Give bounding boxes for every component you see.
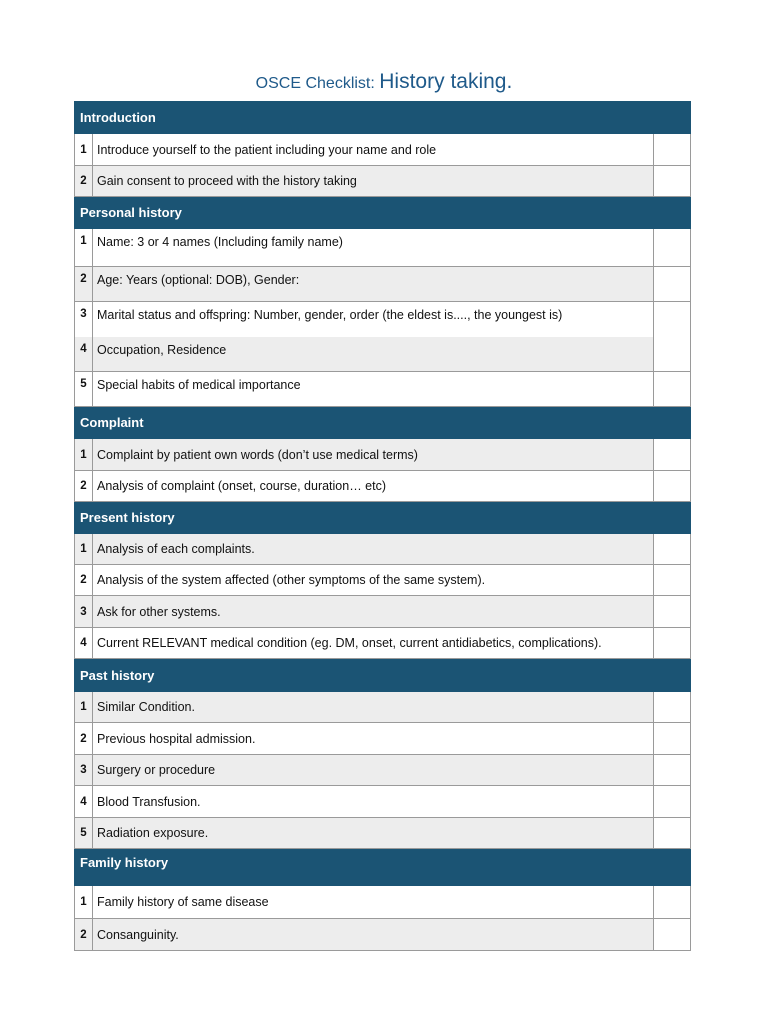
item-number: 2 (75, 267, 93, 302)
item-number: 3 (75, 755, 93, 786)
item-text: Ask for other systems. (93, 596, 654, 628)
item-text: Analysis of the system affected (other symptoms of the same system). (93, 565, 654, 596)
checklist-row (75, 818, 691, 849)
check-box[interactable] (653, 229, 690, 267)
item-number: 4 (75, 337, 93, 372)
section-heading: Family history (75, 849, 691, 886)
section-header-introduction (75, 102, 691, 134)
checklist-row (75, 471, 691, 502)
item-text: Gain consent to proceed with the history taking (93, 166, 654, 197)
checklist-row (75, 534, 691, 565)
check-box[interactable] (653, 723, 690, 755)
item-number: 5 (75, 372, 93, 407)
check-box[interactable] (653, 372, 690, 407)
item-number: 1 (75, 534, 93, 565)
section-header-family-history (75, 849, 691, 886)
item-number: 1 (75, 886, 93, 919)
item-number: 3 (75, 302, 93, 337)
item-text: Radiation exposure. (93, 818, 654, 849)
item-number: 1 (75, 439, 93, 471)
item-number: 5 (75, 818, 93, 849)
checklist-row (75, 886, 691, 919)
section-header-personal-history (75, 197, 691, 229)
item-text: Current RELEVANT medical condition (eg. DM, onset, current antidiabetics, complications). (93, 628, 654, 659)
checklist-row (75, 134, 691, 166)
check-box[interactable] (653, 439, 690, 471)
check-box[interactable] (653, 302, 690, 337)
check-box[interactable] (653, 596, 690, 628)
section-heading: Present history (75, 502, 691, 534)
checklist-row (75, 439, 691, 471)
checklist-row (75, 596, 691, 628)
item-text: Analysis of each complaints. (93, 534, 654, 565)
check-box[interactable] (653, 886, 690, 919)
section-heading: Complaint (75, 407, 691, 439)
item-text: Surgery or procedure (93, 755, 654, 786)
item-text: Marital status and offspring: Number, gender, order (the eldest is...., the youngest is) (93, 302, 654, 337)
check-box[interactable] (653, 786, 690, 818)
checklist-row (75, 723, 691, 755)
item-number: 2 (75, 723, 93, 755)
section-header-complaint (75, 407, 691, 439)
checklist-row (75, 692, 691, 723)
item-text: Occupation, Residence (93, 337, 654, 372)
page-title (0, 70, 768, 94)
checklist-table (74, 101, 691, 951)
checklist-row (75, 372, 691, 407)
section-heading: Past history (75, 659, 691, 692)
check-box[interactable] (653, 628, 690, 659)
item-number: 1 (75, 134, 93, 166)
section-header-present-history (75, 502, 691, 534)
item-number: 2 (75, 166, 93, 197)
checklist-row (75, 919, 691, 951)
check-box[interactable] (653, 267, 690, 302)
item-text: Name: 3 or 4 names (Including family name) (93, 229, 654, 267)
checklist-row (75, 302, 691, 337)
checklist-row (75, 755, 691, 786)
item-number: 1 (75, 229, 93, 267)
check-box[interactable] (653, 166, 690, 197)
check-box[interactable] (653, 818, 690, 849)
check-box[interactable] (653, 692, 690, 723)
item-number: 4 (75, 786, 93, 818)
item-text: Previous hospital admission. (93, 723, 654, 755)
check-box[interactable] (653, 134, 690, 166)
check-box[interactable] (653, 565, 690, 596)
item-text: Introduce yourself to the patient including your name and role (93, 134, 654, 166)
check-box[interactable] (653, 534, 690, 565)
checklist-row (75, 565, 691, 596)
check-box[interactable] (653, 755, 690, 786)
item-text: Analysis of complaint (onset, course, duration… etc) (93, 471, 654, 502)
item-text: Age: Years (optional: DOB), Gender: (93, 267, 654, 302)
checklist-row (75, 628, 691, 659)
item-text: Complaint by patient own words (don’t use medical terms) (93, 439, 654, 471)
item-number: 2 (75, 471, 93, 502)
checklist-row (75, 166, 691, 197)
title-main: History taking. (379, 70, 513, 93)
item-text: Family history of same disease (93, 886, 654, 919)
check-box[interactable] (653, 471, 690, 502)
check-box[interactable] (653, 337, 690, 372)
checklist-row (75, 786, 691, 818)
section-header-past-history (75, 659, 691, 692)
item-text: Consanguinity. (93, 919, 654, 951)
item-text: Special habits of medical importance (93, 372, 654, 407)
title-prefix: OSCE Checklist: (255, 75, 380, 92)
item-number: 2 (75, 919, 93, 951)
item-number: 2 (75, 565, 93, 596)
item-number: 4 (75, 628, 93, 659)
item-text: Similar Condition. (93, 692, 654, 723)
checklist-row (75, 337, 691, 372)
section-heading: Personal history (75, 197, 691, 229)
item-number: 1 (75, 692, 93, 723)
checklist-row (75, 267, 691, 302)
item-number: 3 (75, 596, 93, 628)
checklist-row (75, 229, 691, 267)
check-box[interactable] (653, 919, 690, 951)
item-text: Blood Transfusion. (93, 786, 654, 818)
section-heading: Introduction (75, 102, 691, 134)
